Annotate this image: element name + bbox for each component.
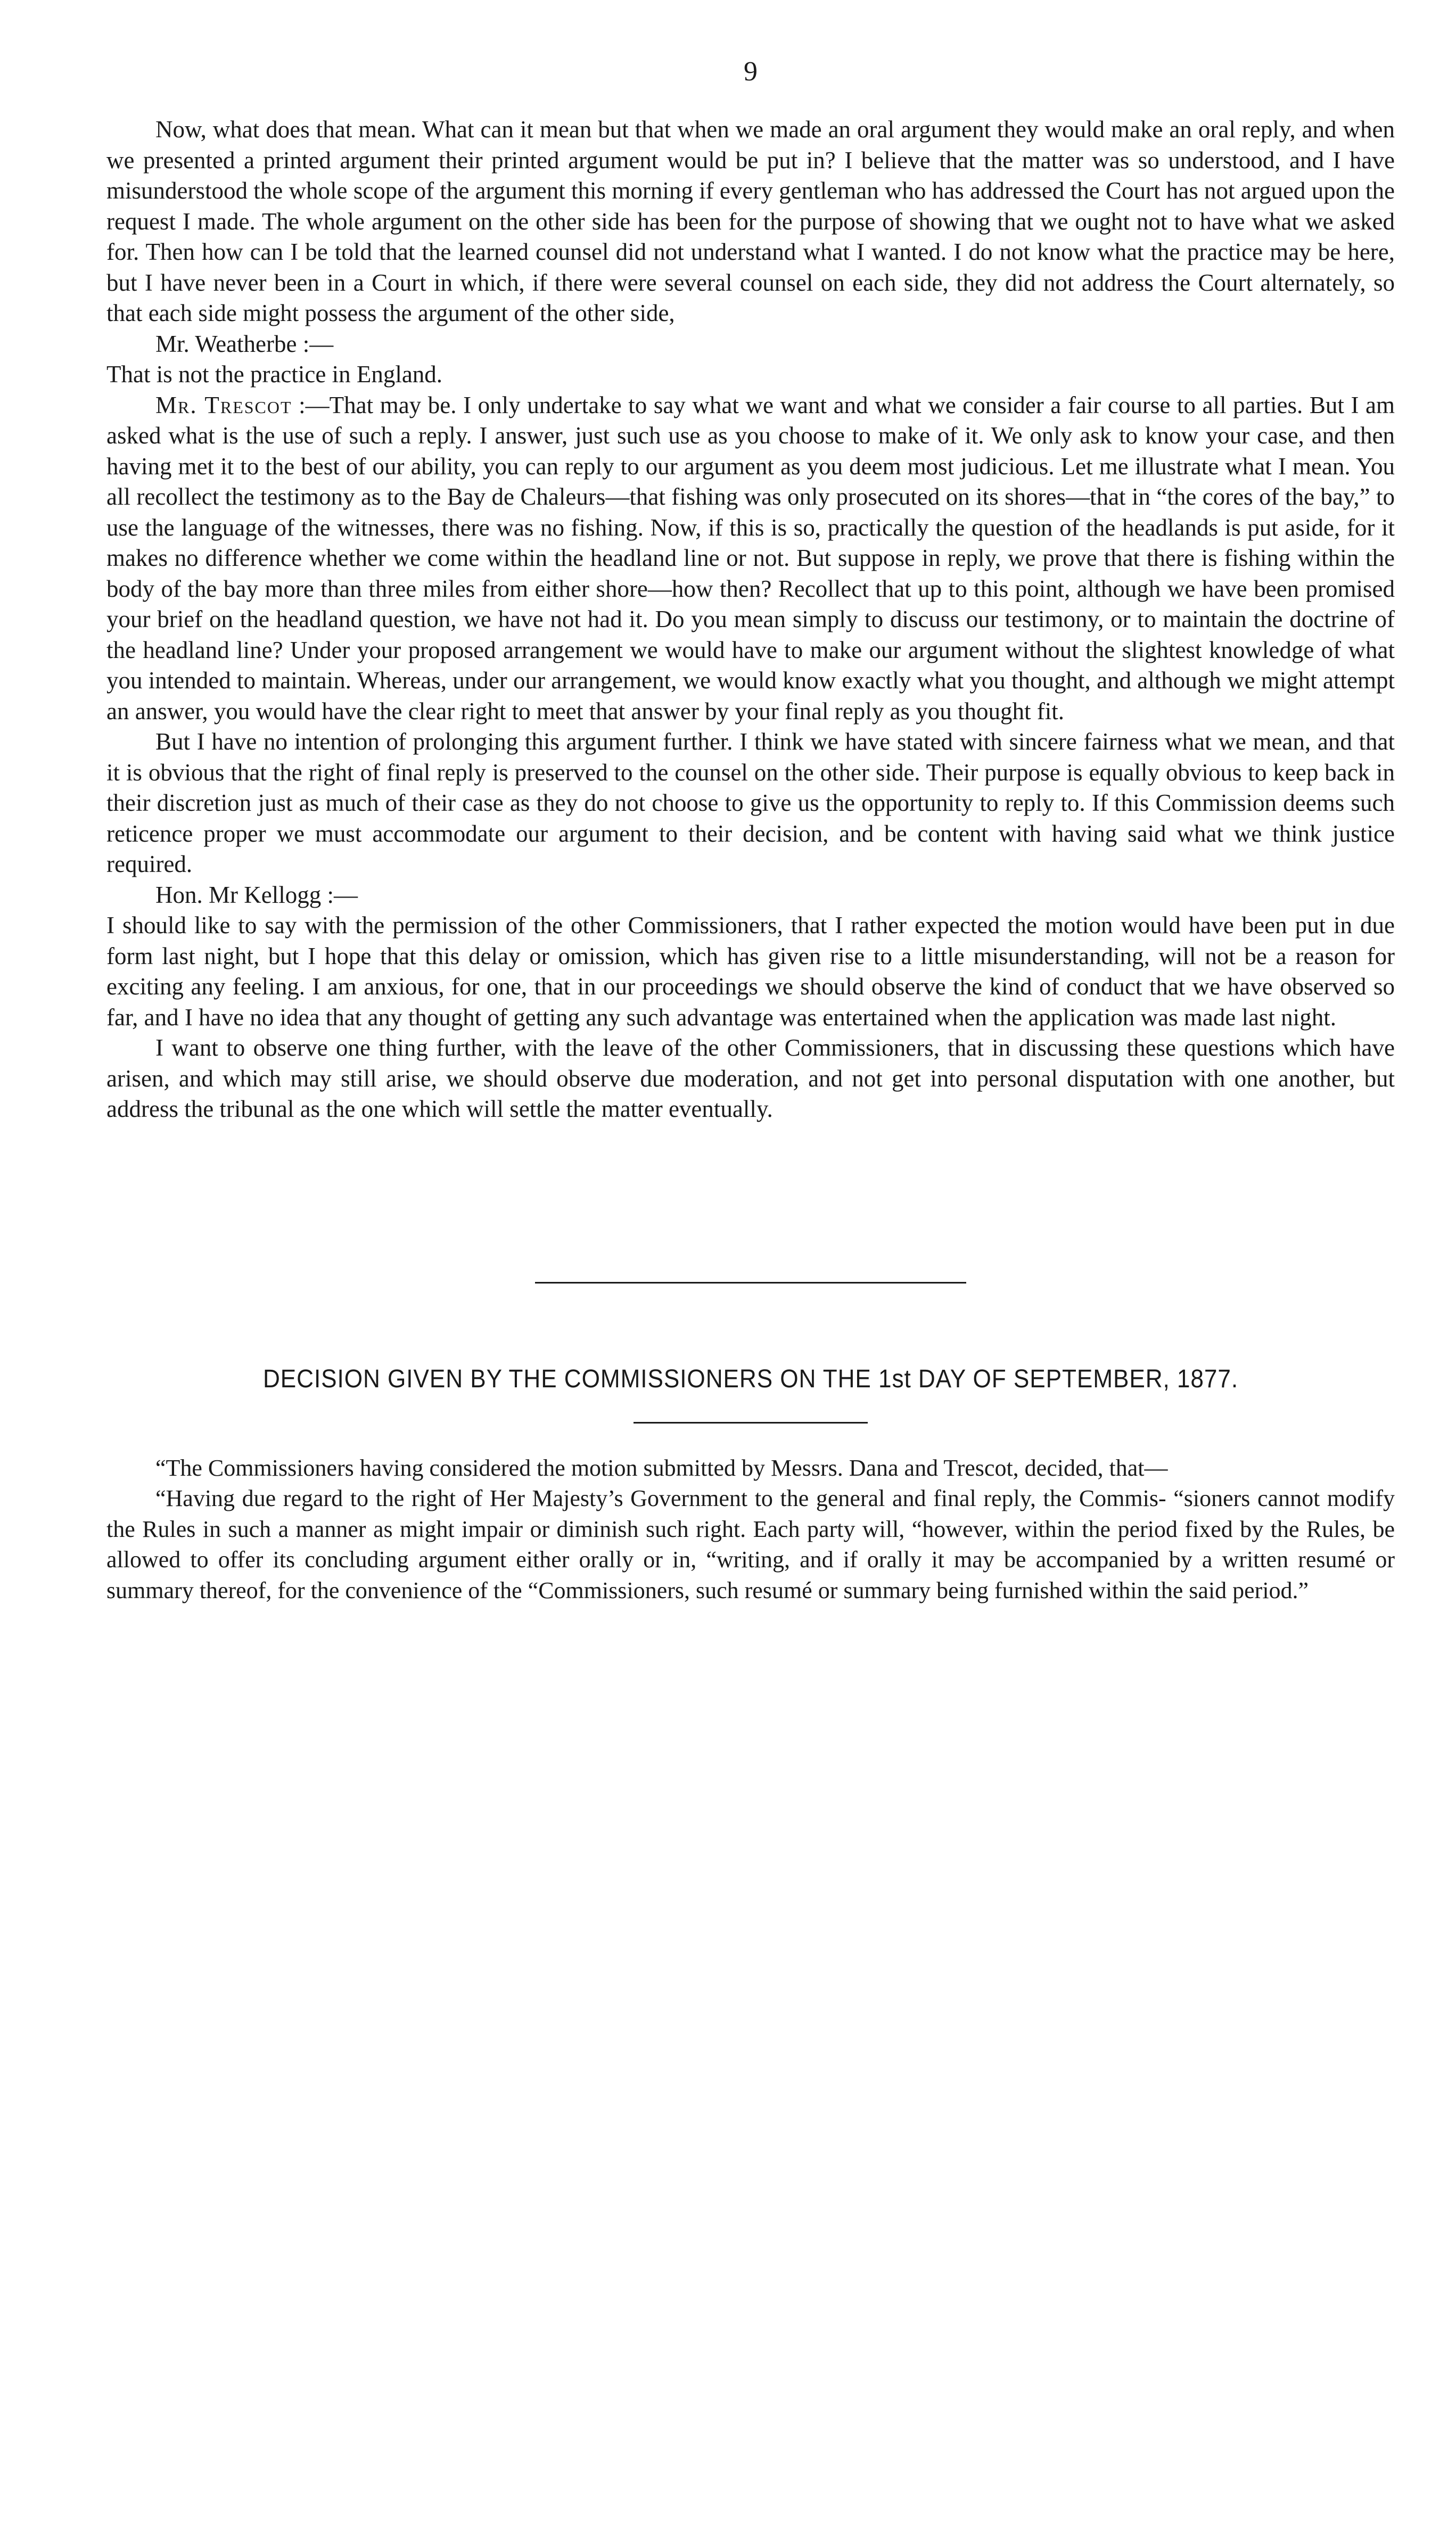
paragraph-trescot xyxy=(106,390,1395,727)
weatherbe-remark: That is not the practice in England. xyxy=(106,361,443,388)
speaker-trescot: Mr. Trescot xyxy=(155,391,292,418)
document-page xyxy=(106,56,1395,1606)
speaker-kellogg: Hon. Mr Kellogg :— xyxy=(155,881,358,908)
paragraph-what-does-that-mean: Now, what does that mean. What can it mean but that when we made an oral argument they would make an oral reply, and when we presented a printed argument their printed argument would be put in? I believe that the matter was so understood, and I have misunderstood the whole scope of the argument this morning if every gentleman who has addressed the Court has not argued upon the request I made. The whole argument on the other side has been for the purpose of showing that we ought not to have what we asked for. Then how can I be told that the learned counsel did not understand what I wanted. I do not know what the practice may be here, but I have never been in a Court in which, if there were several counsel on each side, they did not address the Court alternately, so that each side might possess the argument of the other side, xyxy=(106,116,1395,326)
trescot-text: :—That may be. I only undertake to say what we want and what we consider a fair course to all parties. But I am asked what is the use of such a reply. I answer, just such use as you choose to make of it. We only ask to know your case, and then having met it to the best of our ability, you can reply to our argument as you deem most judicious. Let me illustrate what I mean. You all recollect the testimony as to the Bay de Chaleurs—that fishing was only prosecuted on its shores—that in “the cores of the bay,” to use the language of the witnesses, there was no fishing. Now, if this is so, practically the question of the headlands is put aside, for it makes no difference whether we come within the headland line or not. But suppose in reply, we prove that there is fishing within the body of the bay more than three miles from either shore—how then? Recollect that up to this point, although we have been promised your brief on the headland question, we have not had it. Do you mean simply to discuss our testimony, or to maintain the doctrine of the headland line? Under your proposed arrangement we would have to make our argument without the slightest knowledge of what you intended to maintain. Whereas, under our arrangement, we would know exactly what you thought, and although we might attempt an answer, you would have the clear right to meet that answer by your final reply as you thought fit. xyxy=(106,391,1395,725)
paragraph-kellogg-2: I want to observe one thing further, with the leave of the other Commissioners, that in discussing these questions which have arisen, and which may still arise, we should observe due moderation, and not get into personal disputation with one another, but address the tribunal as the one which will settle the matter eventually. xyxy=(106,1034,1395,1122)
paragraph-no-intention: But I have no intention of prolonging this argument further. I think we have stated with sincere fairness what we mean, and that it is obvious that the right of final reply is preserved to the counsel on the other side. Their purpose is equally obvious to keep back in their discretion just as much of their case as they do not choose to give us the opportunity to reply to. If this Commission deems such reticence proper we must accommodate our argument to their decision, and be content with having said what we think justice required. xyxy=(106,728,1395,877)
paragraph-kellogg-1: I should like to say with the permission of the other Commissioners, that I rather expected the motion would have been put in due form last night, but I hope that this delay or omission, which has given rise to a little misunderstanding, will not be a reason for exciting any feeling. I am anxious, for one, that in our proceedings we should observe the kind of conduct that we have observed so far, and I have no idea that any thought of getting any such advantage was entertained when the application was made last night. xyxy=(106,912,1395,1031)
section-divider-long xyxy=(535,1282,966,1284)
section-divider-short xyxy=(634,1422,868,1424)
decision-heading: DECISION GIVEN BY THE COMMISSIONERS ON THE 1st DAY OF SEPTEMBER, 1877. xyxy=(262,1364,1239,1393)
speaker-weatherbe: Mr. Weatherbe :— xyxy=(155,330,334,357)
decision-paragraph-1: “The Commissioners having considered the motion submitted by Messrs. Dana and Trescot, decided, that— xyxy=(155,1454,1168,1481)
page-number: 9 xyxy=(744,56,758,87)
decision-paragraph-2: “Having due regard to the right of Her Majesty’s Government to the general and final reply, the Commis- “sioners cannot modify the Rules in such a manner as might impair or diminish such right. Each party will, “however, within the period fixed by the Rules, be allowed to offer its concluding argument either orally or in, “writing, and if orally it may be accompanied by a written resumé or summary thereof, for the convenience of the “Commissioners, such resumé or summary being furnished within the said period.” xyxy=(106,1485,1395,1603)
